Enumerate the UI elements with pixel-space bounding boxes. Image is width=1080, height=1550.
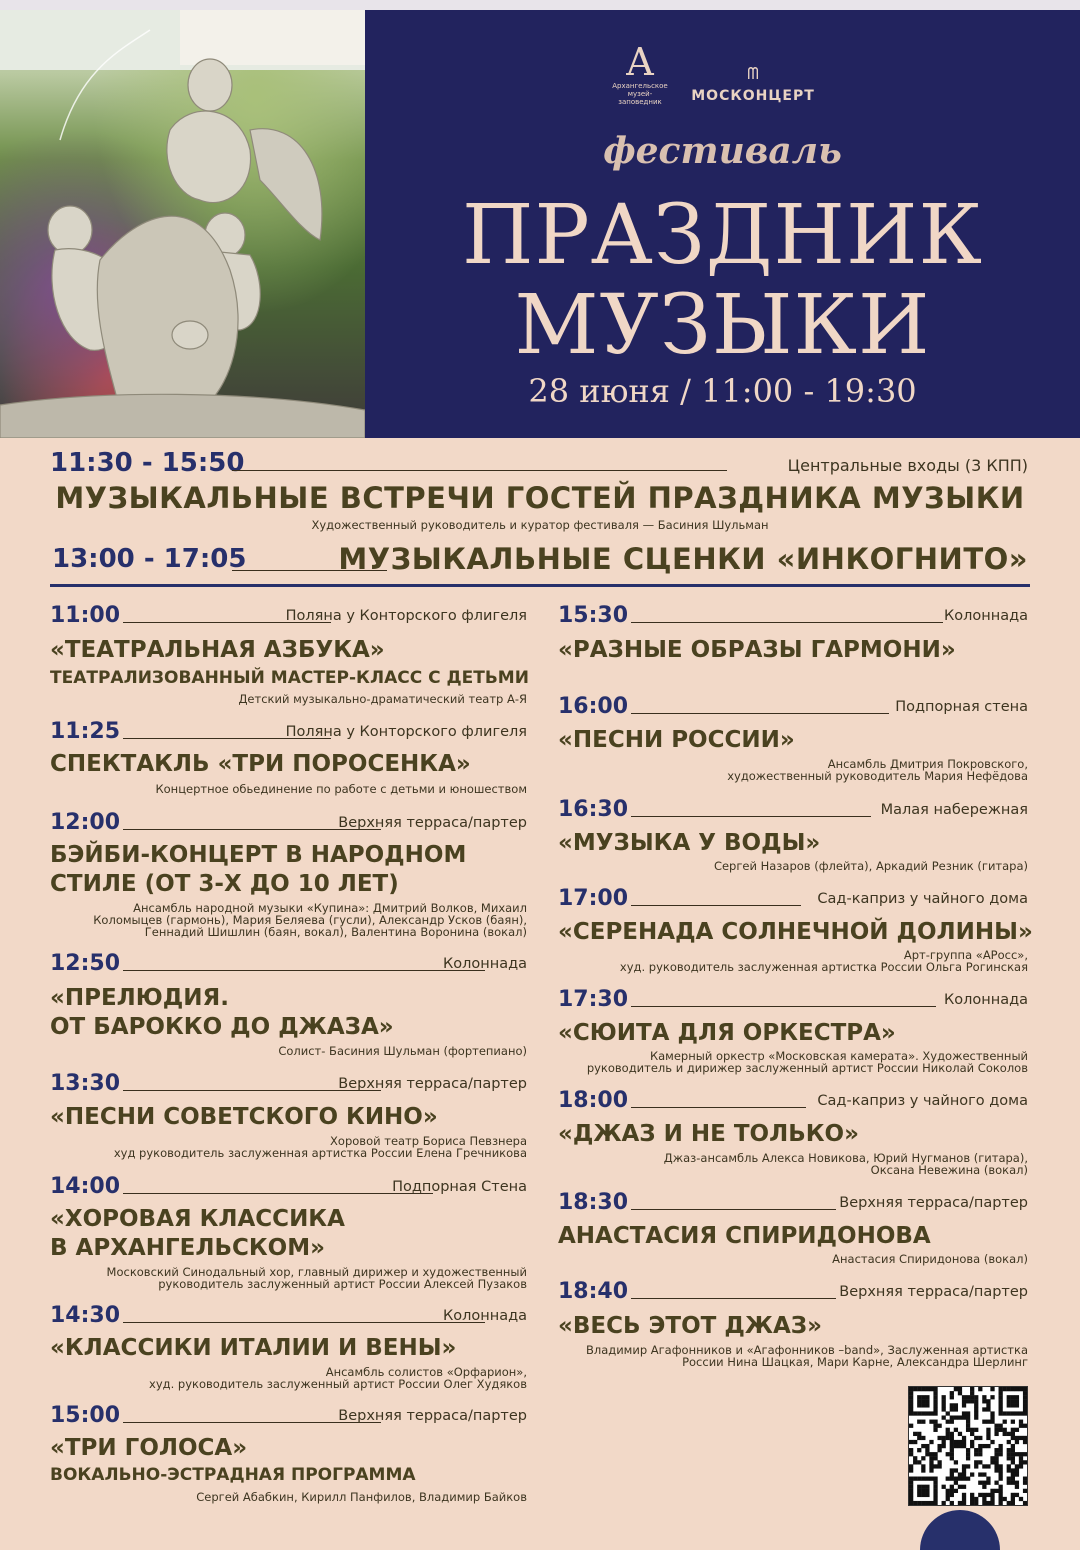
festival-date: 28 июня / 11:00 - 19:30 <box>528 372 917 410</box>
event-location: Верхняя терраса/партер <box>338 1408 527 1424</box>
festival-banner <box>365 10 1080 438</box>
event-location: Колоннада <box>943 992 1028 1008</box>
section-divider <box>50 584 1030 587</box>
event-time: 16:00 <box>558 694 629 719</box>
event-time: 12:50 <box>50 951 121 976</box>
event-location: Колоннада <box>442 956 527 972</box>
event-info: Арт-группа «АРосс», <box>903 948 1028 962</box>
highlight-location: Центральные входы (3 КПП) <box>787 456 1028 475</box>
event-time: 18:30 <box>558 1190 629 1215</box>
event-location: Сад-каприз у чайного дома <box>817 891 1028 907</box>
event-title: «ВЕСЬ ЭТОТ ДЖАЗ» <box>558 1313 822 1339</box>
dotted-leader <box>631 622 943 623</box>
schedule-item <box>50 1303 527 1398</box>
event-location: Малая набережная <box>880 802 1028 818</box>
event-time: 12:00 <box>50 810 121 835</box>
event-info: Джаз-ансамбль Алекса Новикова, Юрий Нугманов (гитара), <box>663 1151 1028 1165</box>
event-title: СПЕКТАКЛЬ «ТРИ ПОРОСЕНКА» <box>50 751 471 777</box>
event-info: Коломыцев (гармонь), Мария Беляева (гусли), Александр Усков (баян), <box>93 913 527 927</box>
event-location: Подпорная Стена <box>392 1179 527 1195</box>
event-time: 18:40 <box>558 1279 629 1304</box>
event-info: Ансамбль Дмитрия Покровского, <box>827 757 1028 771</box>
event-title: «ПРЕЛЮДИЯ. <box>50 985 229 1011</box>
event-info: Сергей Назаров (флейта), Аркадий Резник (гитара) <box>713 859 1028 873</box>
highlight-title: МУЗЫКАЛЬНЫЕ СЦЕНКИ «ИНКОГНИТО» <box>338 542 1028 576</box>
dotted-leader <box>123 1193 433 1194</box>
dotted-leader <box>232 470 727 471</box>
event-info: Ансамбль народной музыки «Купина»: Дмитрий Волков, Михаил <box>133 901 527 915</box>
event-location: Верхняя терраса/партер <box>839 1195 1028 1211</box>
event-location: Поляна у Конторского флигеля <box>285 724 527 740</box>
festival-word: фестиваль <box>603 130 842 172</box>
event-title: СТИЛЕ (ОТ 3-Х ДО 10 ЛЕТ) <box>50 871 399 897</box>
event-location: Сад-каприз у чайного дома <box>817 1093 1028 1109</box>
event-title: «СЮИТА ДЛЯ ОРКЕСТРА» <box>558 1020 896 1046</box>
dotted-leader <box>123 970 485 971</box>
dotted-leader <box>631 1107 806 1108</box>
header-photo <box>0 10 365 438</box>
dotted-leader <box>631 905 801 906</box>
event-info: Хоровой театр Бориса Певзнера <box>330 1134 527 1148</box>
dotted-leader <box>631 816 871 817</box>
festival-title-line2: МУЗЫКИ <box>514 278 931 373</box>
event-info: Сергей Абабкин, Кирилл Панфилов, Владимир Байков <box>196 1490 527 1504</box>
event-location: Колоннада <box>442 1308 527 1324</box>
decorative-circle <box>920 1510 1000 1550</box>
highlight-info: Художественный руководитель и куратор фестиваля — Басиния Шульман <box>311 518 769 532</box>
event-info: России Нина Шацкая, Мари Карне, Александра Шерлинг <box>682 1355 1028 1369</box>
schedule-item <box>50 719 527 804</box>
event-title: «СЕРЕНАДА СОЛНЕЧНОЙ ДОЛИНЫ» <box>558 919 1033 945</box>
event-info: Анастасия Спиридонова (вокал) <box>832 1252 1028 1266</box>
qr-code[interactable] <box>908 1386 1028 1506</box>
schedule-item <box>558 797 1028 877</box>
schedule-item <box>558 886 1033 976</box>
schedule-item <box>50 810 527 940</box>
event-info: Оксана Невежина (вокал) <box>870 1163 1028 1177</box>
event-info: худ. руководитель заслуженная артистка России Ольга Рогинская <box>619 960 1028 974</box>
event-location: Верхняя терраса/партер <box>338 815 527 831</box>
event-subtitle: ВОКАЛЬНО-ЭСТРАДНАЯ ПРОГРАММА <box>50 1465 416 1485</box>
event-info: Московский Синодальный хор, главный дирижер и художественный <box>106 1265 527 1279</box>
event-title: ОТ БАРОККО ДО ДЖАЗА» <box>50 1014 394 1040</box>
museum-logo-text: Архангельское музей-заповедник <box>612 82 668 106</box>
schedule-item <box>558 1088 1028 1178</box>
event-title: «ТЕАТРАЛЬНАЯ АЗБУКА» <box>50 637 385 663</box>
event-title: «ПЕСНИ РОССИИ» <box>558 727 795 753</box>
dotted-leader <box>631 1209 836 1210</box>
event-location: Верхняя терраса/партер <box>338 1076 527 1092</box>
event-info: Солист- Басиния Шульман (фортепиано) <box>278 1044 527 1058</box>
event-location: Верхняя терраса/партер <box>839 1284 1028 1300</box>
event-location: Колоннада <box>943 608 1028 624</box>
event-info: худ руководитель заслуженная артистка России Елена Гречникова <box>113 1146 527 1160</box>
event-title: АНАСТАСИЯ СПИРИДОНОВА <box>558 1223 931 1249</box>
schedule-item <box>558 694 1028 789</box>
event-time: 17:30 <box>558 987 629 1012</box>
event-title: «КЛАССИКИ ИТАЛИИ И ВЕНЫ» <box>50 1335 457 1361</box>
schedule-item <box>50 1071 527 1166</box>
event-info: Владимир Агафонников и «Агафонников –band», Заслуженная артистка <box>585 1343 1028 1357</box>
event-title: «ХОРОВАЯ КЛАССИКА <box>50 1206 345 1232</box>
event-location: Подпорная стена <box>895 699 1028 715</box>
qr-code-image <box>909 1387 1027 1505</box>
mosconcert-logo-text: МОСКОНЦЕРТ <box>691 88 815 104</box>
event-info: худ. руководитель заслуженный артист России Олег Худяков <box>149 1377 527 1391</box>
cherub-statue-image <box>0 10 365 438</box>
event-time: 18:00 <box>558 1088 629 1113</box>
dotted-leader <box>123 1322 485 1323</box>
museum-logo-mark: A <box>626 40 654 84</box>
event-time: 15:00 <box>50 1403 121 1428</box>
festival-title-line1: ПРАЗДНИК <box>461 188 984 283</box>
event-info: Детский музыкально-драматический театр А-Я <box>238 692 527 706</box>
schedule-item <box>558 1279 1028 1369</box>
event-time: 17:00 <box>558 886 629 911</box>
highlight-time: 13:00 - 17:05 <box>52 544 247 574</box>
mosconcert-logo-mark: ᗰ <box>747 64 759 83</box>
top-strip <box>0 0 1080 10</box>
event-time: 14:00 <box>50 1174 121 1199</box>
schedule-item <box>50 1174 527 1294</box>
dotted-leader <box>631 1006 936 1007</box>
event-title: «ДЖАЗ И НЕ ТОЛЬКО» <box>558 1121 859 1147</box>
schedule-item <box>558 603 1028 673</box>
event-time: 11:00 <box>50 603 121 628</box>
schedule-item <box>558 1190 1028 1270</box>
schedule-item <box>558 987 1028 1077</box>
event-subtitle: ТЕАТРАЛИЗОВАННЫЙ МАСТЕР-КЛАСС С ДЕТЬМИ <box>50 668 529 688</box>
event-title: «ТРИ ГОЛОСА» <box>50 1435 248 1461</box>
event-title: «МУЗЫКА У ВОДЫ» <box>558 830 821 856</box>
schedule-item <box>50 951 527 1061</box>
event-info: Ансамбль солистов «Орфарион», <box>325 1365 527 1379</box>
event-info: Концертное обьединение по работе с детьми и юношеством <box>155 782 527 796</box>
mosconcert-logo <box>683 66 823 104</box>
highlight-time: 11:30 - 15:50 <box>50 448 245 478</box>
event-info: художественный руководитель Мария Нефёдова <box>727 769 1028 783</box>
event-info: руководитель и дирижер заслуженный артист России Николай Соколов <box>586 1061 1028 1075</box>
event-info: руководитель заслуженный артист России Алексей Пузаков <box>158 1277 527 1291</box>
schedule-item <box>50 1403 527 1508</box>
schedule-item <box>50 603 529 706</box>
event-info: Камерный оркестр «Московская камерата». Художественный <box>649 1049 1028 1063</box>
highlight-title: МУЗЫКАЛЬНЫЕ ВСТРЕЧИ ГОСТЕЙ ПРАЗДНИКА МУЗЫКИ <box>55 481 1025 515</box>
event-location: Поляна у Конторского флигеля <box>285 608 527 624</box>
event-time: 16:30 <box>558 797 629 822</box>
dotted-leader <box>631 1298 836 1299</box>
dotted-leader <box>631 713 889 714</box>
event-time: 15:30 <box>558 603 629 628</box>
event-info: Геннадий Шишлин (баян, вокал), Валентина Воронина (вокал) <box>144 925 527 939</box>
event-title: БЭЙБИ-КОНЦЕРТ В НАРОДНОМ <box>50 842 467 868</box>
event-time: 11:25 <box>50 719 121 744</box>
event-title: «РАЗНЫЕ ОБРАЗЫ ГАРМОНИ» <box>558 637 956 663</box>
event-time: 14:30 <box>50 1303 121 1328</box>
event-title: В АРХАНГЕЛЬСКОМ» <box>50 1235 325 1261</box>
event-time: 13:30 <box>50 1071 121 1096</box>
museum-logo <box>610 42 670 106</box>
event-title: «ПЕСНИ СОВЕТСКОГО КИНО» <box>50 1104 438 1130</box>
